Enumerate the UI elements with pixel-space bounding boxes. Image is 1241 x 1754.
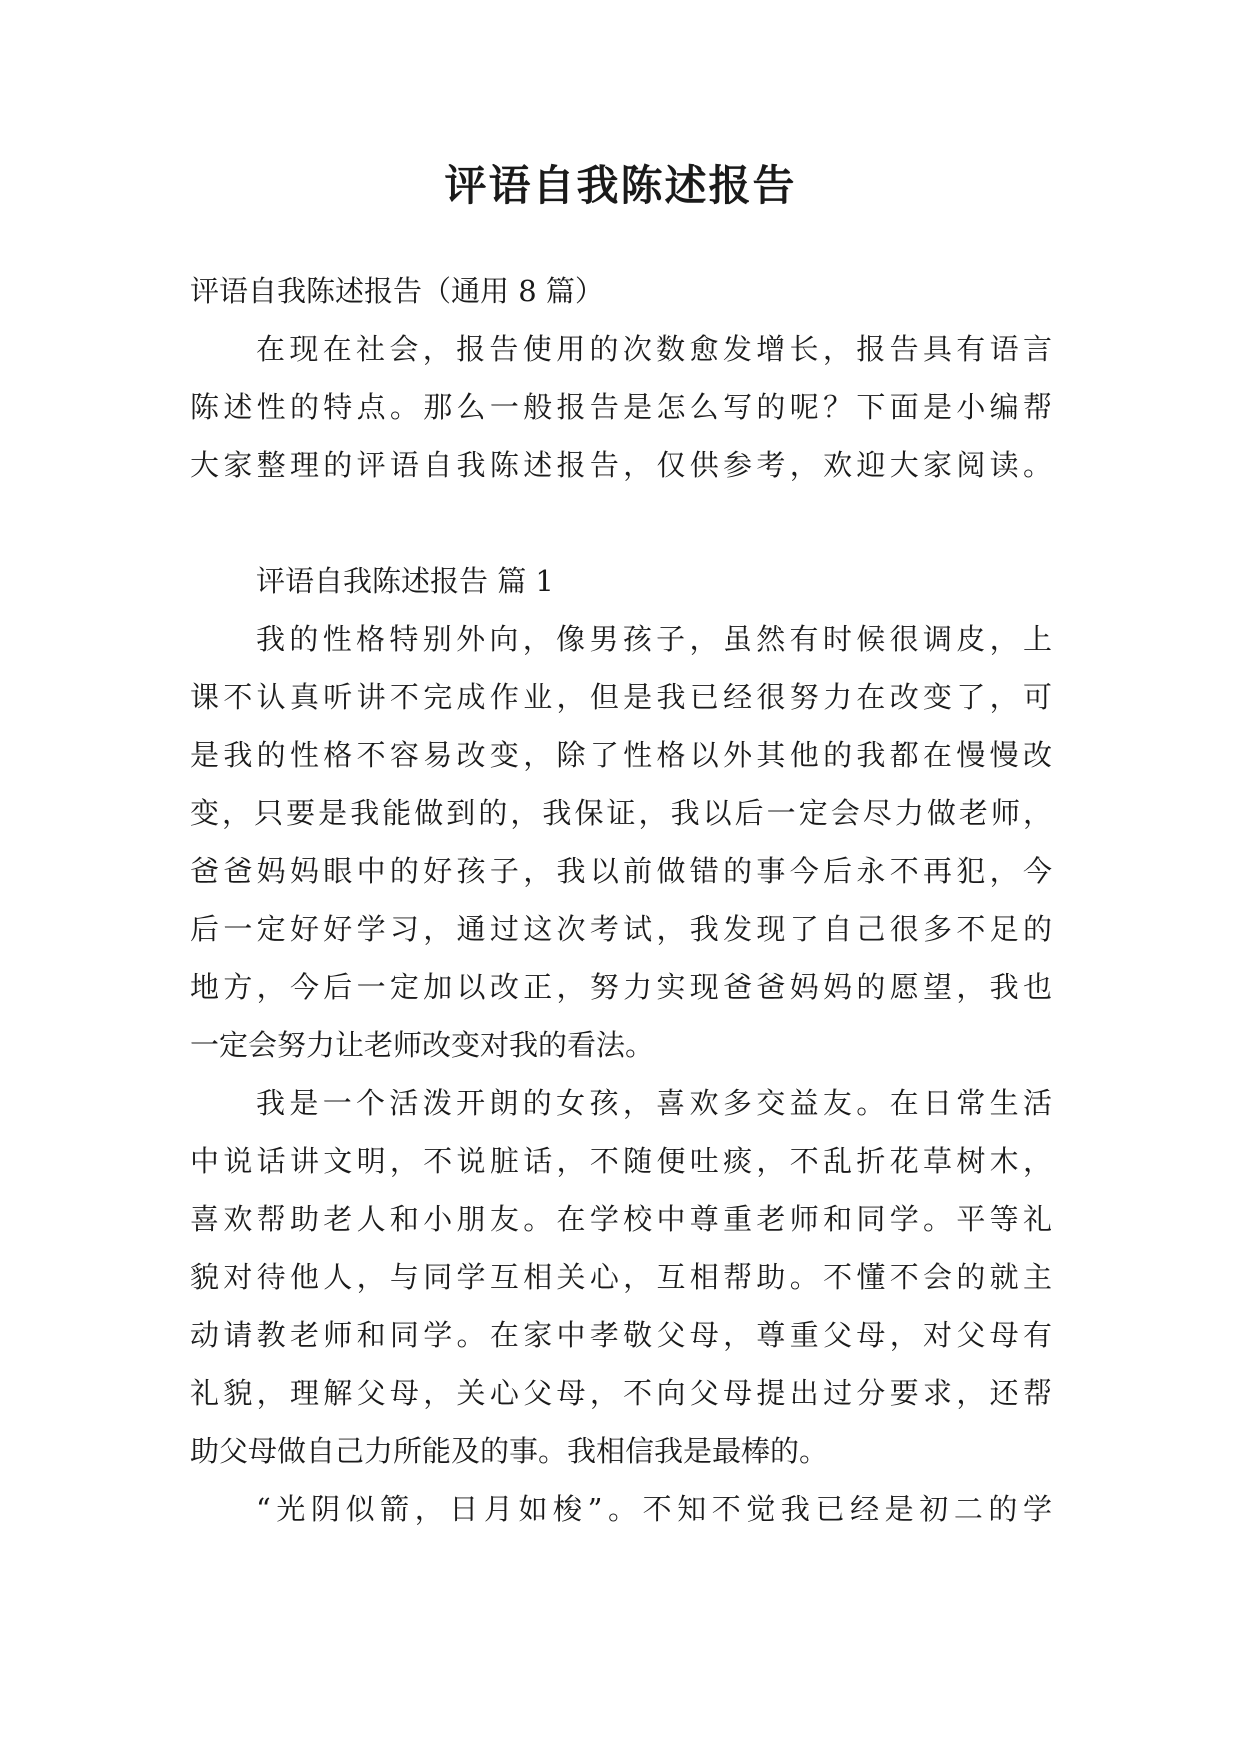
intro-line: 大家整理的评语自我陈述报告，仅供参考，欢迎大家阅读。 <box>190 448 1052 482</box>
paragraph-line: 课不认真听讲不完成作业，但是我已经很努力在改变了，可 <box>190 680 1052 714</box>
paragraph-line: 动请教老师和同学。在家中孝敬父母，尊重父母，对父母有 <box>190 1318 1052 1352</box>
paragraph-line: 我是一个活泼开朗的女孩，喜欢多交益友。在日常生活 <box>256 1086 1052 1120</box>
spacer <box>190 494 1052 552</box>
document-body <box>190 262 1052 1538</box>
paragraph-line: 助父母做自己力所能及的事。我相信我是最棒的。 <box>190 1434 829 1468</box>
paragraph-line: “光阴似箭，日月如梭”。不知不觉我已经是初二的学 <box>256 1492 1052 1526</box>
paragraph-3 <box>190 1480 1052 1538</box>
paragraph-line: 我的性格特别外向，像男孩子，虽然有时候很调皮，上 <box>256 622 1052 656</box>
section-heading: 评语自我陈述报告 篇 1 <box>256 564 554 598</box>
paragraph-line: 喜欢帮助老人和小朋友。在学校中尊重老师和同学。平等礼 <box>190 1202 1052 1236</box>
paragraph-line: 变，只要是我能做到的，我保证，我以后一定会尽力做老师， <box>190 796 1052 830</box>
paragraph-line: 貌对待他人，与同学互相关心，互相帮助。不懂不会的就主 <box>190 1260 1052 1294</box>
paragraph-1 <box>190 610 1052 1074</box>
paragraph-line: 是我的性格不容易改变，除了性格以外其他的我都在慢慢改 <box>190 738 1052 772</box>
paragraph-line: 一定会努力让老师改变对我的看法。 <box>190 1028 655 1062</box>
intro-paragraph <box>190 320 1052 494</box>
page-title: 评语自我陈述报告 <box>444 161 797 210</box>
paragraph-line: 中说话讲文明，不说脏话，不随便吐痰，不乱折花草树木， <box>190 1144 1052 1178</box>
intro-line: 陈述性的特点。那么一般报告是怎么写的呢？下面是小编帮 <box>190 390 1052 424</box>
paragraph-2 <box>190 1074 1052 1480</box>
paragraph-line: 地方，今后一定加以改正，努力实现爸爸妈妈的愿望，我也 <box>190 970 1052 1004</box>
intro-line: 在现在社会，报告使用的次数愈发增长，报告具有语言 <box>256 332 1052 366</box>
document-subtitle: 评语自我陈述报告（通用 8 篇） <box>190 274 604 308</box>
paragraph-line: 礼貌，理解父母，关心父母，不向父母提出过分要求，还帮 <box>190 1376 1052 1410</box>
paragraph-line: 后一定好好学习，通过这次考试，我发现了自己很多不足的 <box>190 912 1052 946</box>
paragraph-line: 爸爸妈妈眼中的好孩子，我以前做错的事今后永不再犯，今 <box>190 854 1052 888</box>
